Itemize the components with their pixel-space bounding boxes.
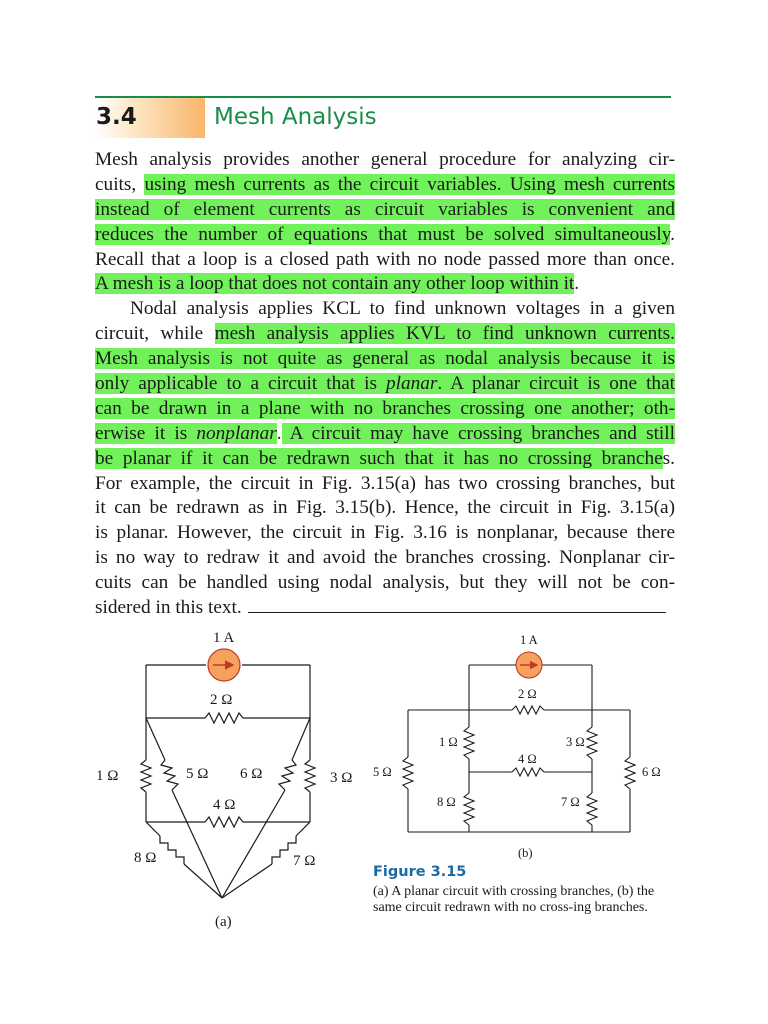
highlight: Mesh analysis is not quite as general as nodal analysis because it is	[95, 348, 675, 370]
highlight: A planar circuit is one that	[442, 373, 675, 395]
figure-caption-title: Figure 3.15	[373, 864, 467, 880]
section-number: 3.4	[96, 104, 137, 130]
fig-b-r6-label: 6 Ω	[642, 765, 661, 779]
fig-b-r8-label: 8 Ω	[437, 795, 456, 809]
text-line: cuits, using mesh currents as the circuit variables. Using mesh currents	[95, 173, 676, 195]
text-line: is planar. However, the circuit in Fig. 3.16 is nonplanar, because there	[95, 522, 675, 544]
highlight: can be drawn in a plane with no branches crossing one another; oth-	[95, 397, 675, 419]
fig-b-r3-label: 3 Ω	[566, 735, 585, 749]
fig-a-sublabel: (a)	[215, 914, 232, 930]
section-title: Mesh Analysis	[214, 104, 377, 130]
fig-a-source-label: 1 A	[213, 630, 235, 646]
text-line: Recall that a loop is a closed path with no node passed more than once.	[95, 248, 675, 270]
text-line: it can be redrawn as in Fig. 3.15(b). Hence, the circuit in Fig. 3.15(a)	[95, 497, 675, 519]
highlight: erwise it is nonplanar	[95, 422, 277, 444]
figure-caption-text: (a) A planar circuit with crossing branches, (b) the same circuit redrawn with no cross-ing branches.	[373, 883, 655, 915]
text-line: Nodal analysis applies KCL to find unknown voltages in a given	[130, 298, 675, 320]
highlight: A mesh is a loop that does not contain any other loop within it	[95, 273, 575, 295]
text-line: Mesh analysis provides another general procedure for analyzing cir-	[95, 149, 675, 170]
text-line: erwise it is nonplanar. A circuit may have crossing branches and still	[95, 422, 675, 444]
fig-b-r2-label: 2 Ω	[518, 687, 537, 701]
highlight: mesh analysis applies KVL to find unknown currents.	[214, 323, 675, 345]
highlight: A circuit may have crossing branches and still	[281, 422, 675, 444]
fig-a-r7-label: 7 Ω	[293, 853, 316, 869]
text-line: sidered in this text.	[95, 596, 675, 621]
fig-a-r5-label: 5 Ω	[186, 766, 209, 782]
highlight: only applicable to a circuit that is planar.	[95, 373, 443, 395]
fig-b-sublabel: (b)	[518, 846, 533, 860]
text-line: For example, the circuit in Fig. 3.15(a) has two crossing branches, but	[95, 472, 675, 494]
text-line: reduces the number of equations that must be solved simultaneously.	[95, 223, 675, 245]
highlight: instead of element currents as circuit variables is convenient and	[95, 198, 675, 220]
fig-a-r4-label: 4 Ω	[213, 797, 236, 813]
highlight: be planar if it can be redrawn such that it has no crossing branche	[95, 447, 663, 469]
fig-a-r1-label: 1 Ω	[96, 768, 119, 784]
text-line: circuit, while mesh analysis applies KVL to find unknown currents.	[95, 323, 675, 345]
text-line: is no way to redraw it and avoid the branches crossing. Nonplanar cir-	[95, 547, 675, 569]
text-line: A mesh is a loop that does not contain any other loop within it.	[95, 273, 580, 295]
fig-b-r1-label: 1 Ω	[439, 735, 458, 749]
fig-b-r4-label: 4 Ω	[518, 752, 537, 766]
fig-a-r3-label: 3 Ω	[330, 770, 353, 786]
fig-b-r7-label: 7 Ω	[561, 795, 580, 809]
text-line: be planar if it can be redrawn such that it has no crossing branches.	[95, 447, 675, 469]
fig-a-r8-label: 8 Ω	[134, 850, 157, 866]
fig-b-r5-label: 5 Ω	[373, 765, 392, 779]
figure-caption	[373, 864, 673, 917]
fig-a-r6-label: 6 Ω	[240, 766, 263, 782]
fig-b-source-label: 1 A	[520, 633, 538, 647]
fig-a-r2-label: 2 Ω	[210, 692, 233, 708]
highlight: reduces the number of equations that must be solved simultaneously	[95, 223, 671, 245]
text-line: cuits can be handled using nodal analysis, but they will not be con-	[95, 572, 675, 594]
highlight: using mesh currents as the circuit variables. Using mesh currents	[144, 173, 676, 195]
